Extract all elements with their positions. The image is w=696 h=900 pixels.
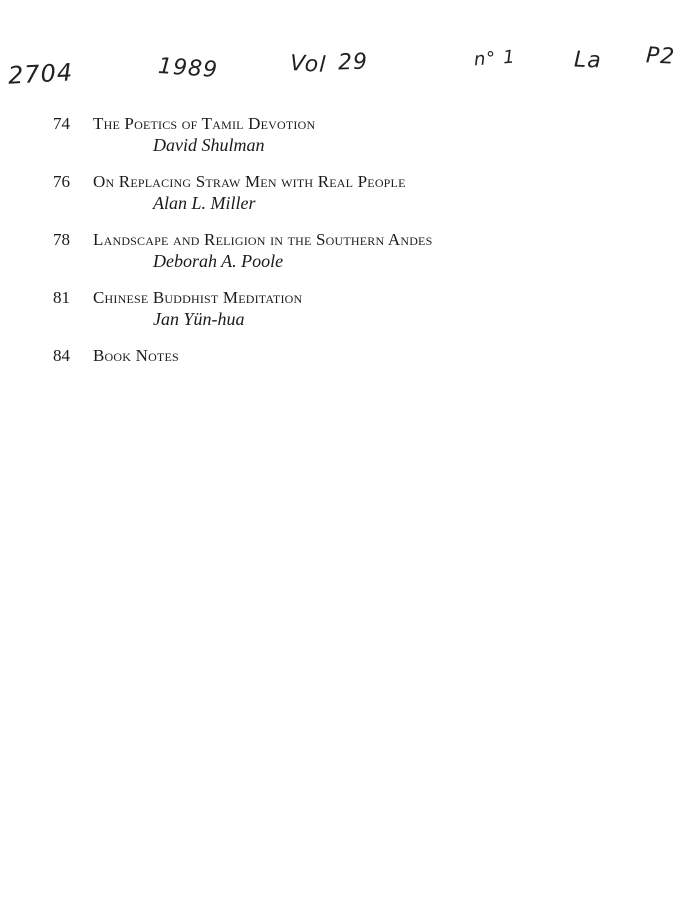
article-author: Alan L. Miller: [153, 193, 256, 213]
catalog-number: 2704: [7, 58, 74, 90]
page-number: 84: [53, 346, 70, 365]
handwritten-annotation: [0, 44, 696, 100]
toc-entry: [0, 346, 696, 366]
toc-entry: [0, 172, 696, 214]
volume-number: 29: [337, 49, 369, 76]
article-author: Deborah A. Poole: [153, 251, 284, 271]
page-number: 81: [53, 288, 70, 307]
article-title: Book Notes: [93, 346, 179, 365]
article-title: Landscape and Religion in the Southern Andes: [93, 230, 433, 249]
article-author: Jan Yün-hua: [153, 309, 245, 329]
page-number: 78: [53, 230, 70, 249]
page-number: 76: [53, 172, 70, 191]
article-title: The Poetics of Tamil Devotion: [93, 114, 316, 133]
toc-entry: [0, 230, 696, 272]
article-title: On Replacing Straw Men with Real People: [93, 172, 406, 191]
issue-number: n° 1: [473, 46, 517, 71]
location-a: La: [573, 47, 603, 74]
volume-label: Vol: [289, 51, 327, 78]
location-b: P2: [645, 43, 676, 70]
toc-entry: [0, 114, 696, 156]
table-of-contents: [0, 114, 696, 382]
article-author: David Shulman: [153, 135, 265, 155]
year: 1989: [157, 53, 219, 84]
toc-entry: [0, 288, 696, 330]
article-title: Chinese Buddhist Meditation: [93, 288, 303, 307]
page-number: 74: [53, 114, 70, 133]
